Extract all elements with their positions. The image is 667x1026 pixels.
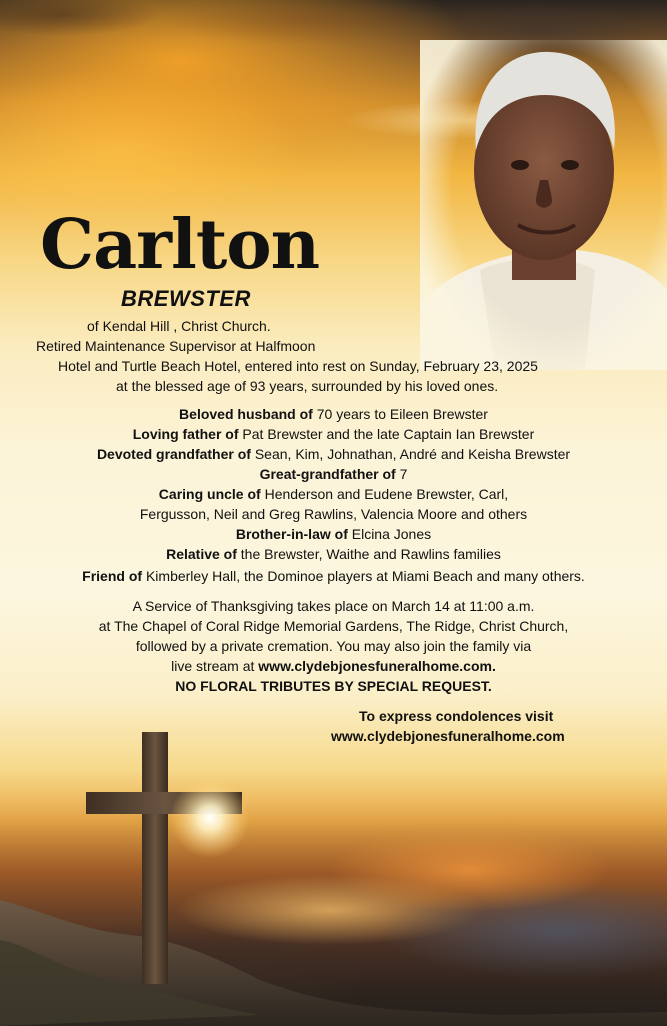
relation-label: Beloved husband of [179, 406, 313, 422]
portrait-photo [420, 40, 667, 370]
relation-label: Relative of [166, 546, 237, 562]
relation-text: Kimberley Hall, the Dominoe players at Miami Beach and many others. [142, 568, 585, 584]
relation-line [0, 404, 667, 424]
deceased-first-name: Carlton [40, 205, 320, 285]
intro-line: at the blessed age of 93 years, surrounded by his loved ones. [116, 378, 499, 394]
relation-line [0, 424, 667, 444]
service-line: at The Chapel of Coral Ridge Memorial Gardens, The Ridge, Christ Church, [98, 618, 569, 634]
relation-text: the Brewster, Waithe and Rawlins families [236, 546, 501, 562]
relation-label: Friend of [82, 568, 143, 584]
service-line: A Service of Thanksgiving takes place on March 14 at 11:00 a.m. [132, 598, 535, 614]
relation-text: Henderson and Eudene Brewster, Carl, [260, 486, 509, 502]
condolences-url-link[interactable]: www.clydebjonesfuneralhome.com [331, 728, 565, 744]
cross-icon [80, 728, 250, 988]
relation-label: Loving father of [132, 426, 239, 442]
floral-notice: NO FLORAL TRIBUTES BY SPECIAL REQUEST. [175, 678, 492, 694]
intro-line: of Kendal Hill , Christ Church. [87, 318, 271, 334]
relation-line [0, 504, 667, 524]
condolences-label: To express condolences visit [359, 708, 554, 724]
deceased-last-name: BREWSTER [121, 286, 251, 311]
relation-label: Great-grandfather of [259, 466, 396, 482]
relation-label: Devoted grandfather of [96, 446, 251, 462]
relation-line [0, 524, 667, 544]
relation-text: Pat Brewster and the late Captain Ian Brewster [238, 426, 535, 442]
intro-line: Hotel and Turtle Beach Hotel, entered into rest on Sunday, February 23, 2025 [58, 358, 538, 374]
relation-text: Elcina Jones [347, 526, 432, 542]
service-line [0, 656, 667, 676]
relation-text: 70 years to Eileen Brewster [312, 406, 488, 422]
relation-line [0, 484, 667, 504]
relation-line [0, 444, 667, 464]
service-line: followed by a private cremation. You may also join the family via [135, 638, 532, 654]
relation-label: Brother-in-law of [235, 526, 348, 542]
intro-line: Retired Maintenance Supervisor at Halfmoon [36, 338, 316, 354]
relation-line [0, 464, 667, 484]
relation-label: Caring uncle of [158, 486, 261, 502]
relation-line [0, 544, 667, 564]
relation-text: Fergusson, Neil and Greg Rawlins, Valencia Moore and others [139, 506, 528, 522]
stream-url-link[interactable]: www.clydebjonesfuneralhome.com. [258, 658, 496, 674]
relation-line [0, 566, 667, 586]
relation-text: Sean, Kim, Johnathan, André and Keisha Brewster [250, 446, 571, 462]
relation-text: 7 [395, 466, 408, 482]
stream-prefix: live stream at [171, 658, 259, 674]
